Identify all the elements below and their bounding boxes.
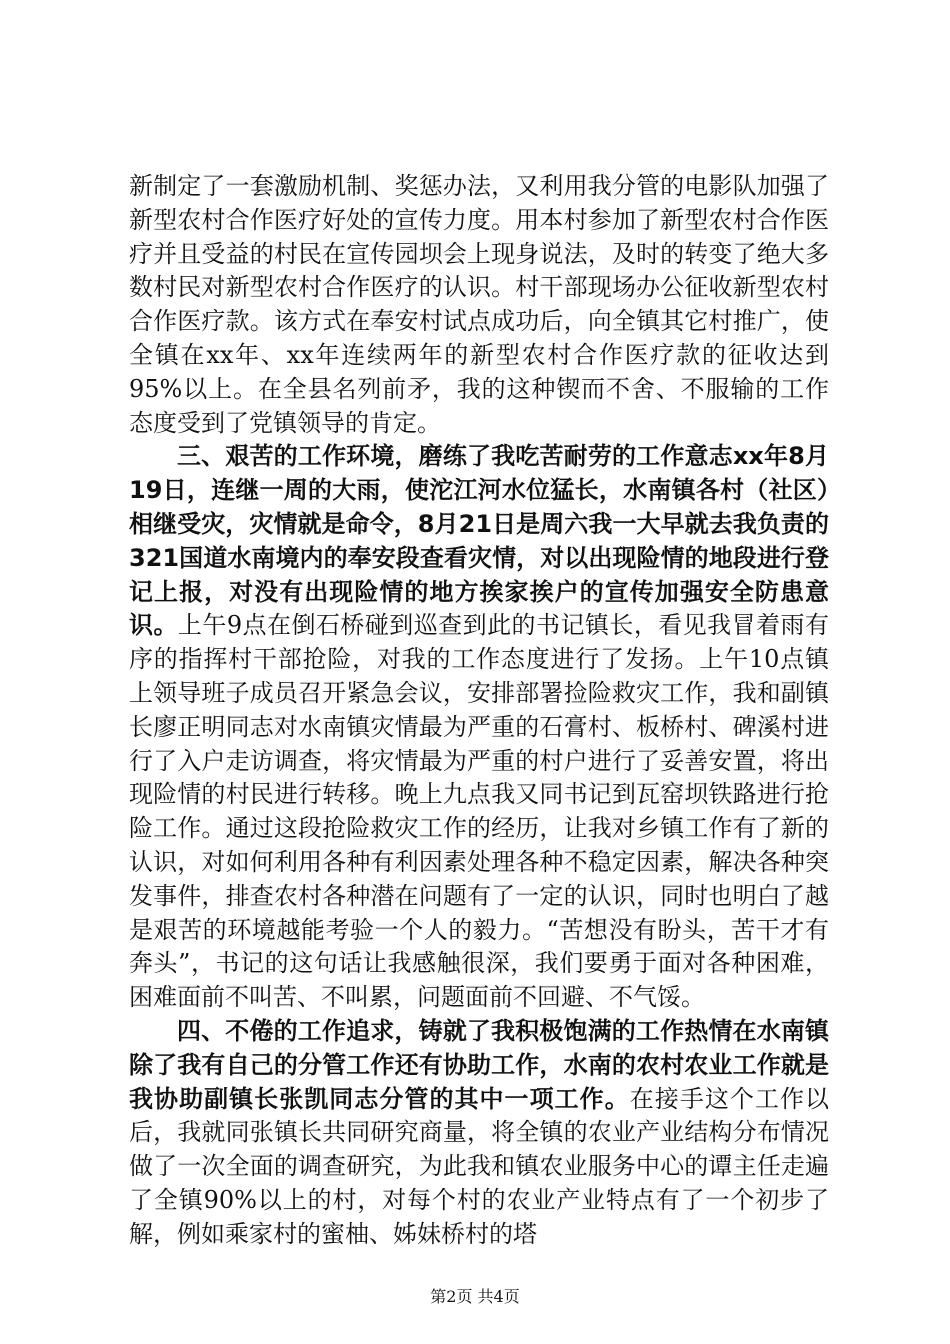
paragraph-1 — [129, 170, 829, 440]
paragraph-2 — [129, 440, 829, 1015]
paragraph-2-text: 上午9点在倒石桥碰到巡查到此的书记镇长，看见我冒着雨有序的指挥村干部抢险，对我的工作态度进行了发扬。上午10点镇上领导班子成员召开紧急会议，安排部署捡险救灾工作，我和副镇长廖正明同志对水南镇灾情最为严重的石膏村、板桥村、碑溪村进行了入户走访调查，将灾情最为严重的村户进行了妥善安置，将出现险情的村民进行转移。晚上九点我又同书记到瓦窑坝铁路进行抢险工作。通过这段抢险救灾工作的经历，让我对乡镇工作有了新的认识，对如何利用各种有利因素处理各种不稳定因素，解决各种突发事件，排查农村各种潜在问题有了一定的认识，同时也明白了越是艰苦的环境越能考验一个人的毅力。“苦想没有盼头，苦干才有奔头”，书记的这句话让我感触很深，我们要勇于面对各种困难，困难面前不叫苦、不叫累，问题面前不回避、不气馁。 — [129, 611, 829, 1012]
paragraph-3-text: 在接手这个工作以后，我就同张镇长共同研究商量，将全镇的农业产业结构分布情况做了一次全面的调查研究，为此我和镇农业服务中心的谭主任走遍了全镇90%以上的村，对每个村的农业产业特点有了一个初步了解，例如乘家村的蜜柚、姊妹桥村的塔 — [129, 1084, 830, 1248]
section-3-heading: 三、艰苦的工作环境，磨练了我吃苦耐劳的工作意志xx年8月19日，连继一周的大雨，使沱江河水位猛长，水南镇各村（社区）相继受灾，灾情就是命令，8月21日是周六我一大早就去我负责的321国道水南境内的奉安段查看灾情，对以出现险情的地段进行登记上报，对没有出现险情的地方挨家挨户的宣传加强安全防患意识。 — [129, 442, 829, 640]
document-body — [129, 170, 829, 1252]
paragraph-3 — [129, 1015, 829, 1252]
paragraph-1-text: 新制定了一套激励机制、奖惩办法，又利用我分管的电影队加强了新型农村合作医疗好处的宣传力度。用本村参加了新型农村合作医疗并且受益的村民在宣传园坝会上现身说法，及时的转变了绝大多数村民对新型农村合作医疗的认识。村干部现场办公征收新型农村合作医疗款。该方式在奉安村试点成功后，向全镇其它村推广，使全镇在xx年、xx年连续两年的新型农村合作医疗款的征收达到95%以上。在全县名列前矛，我的这种锲而不舍、不服输的工作态度受到了党镇领导的肯定。 — [129, 172, 829, 437]
section-4-heading: 四、不倦的工作追求，铸就了我积极饱满的工作热情在水南镇除了我有自己的分管工作还有协助工作，水南的农村农业工作就是我协助副镇长张凯同志分管的其中一项工作。 — [129, 1016, 829, 1113]
page-number-label: 第2页 共4页 — [430, 1287, 520, 1306]
page-footer — [0, 1284, 950, 1307]
